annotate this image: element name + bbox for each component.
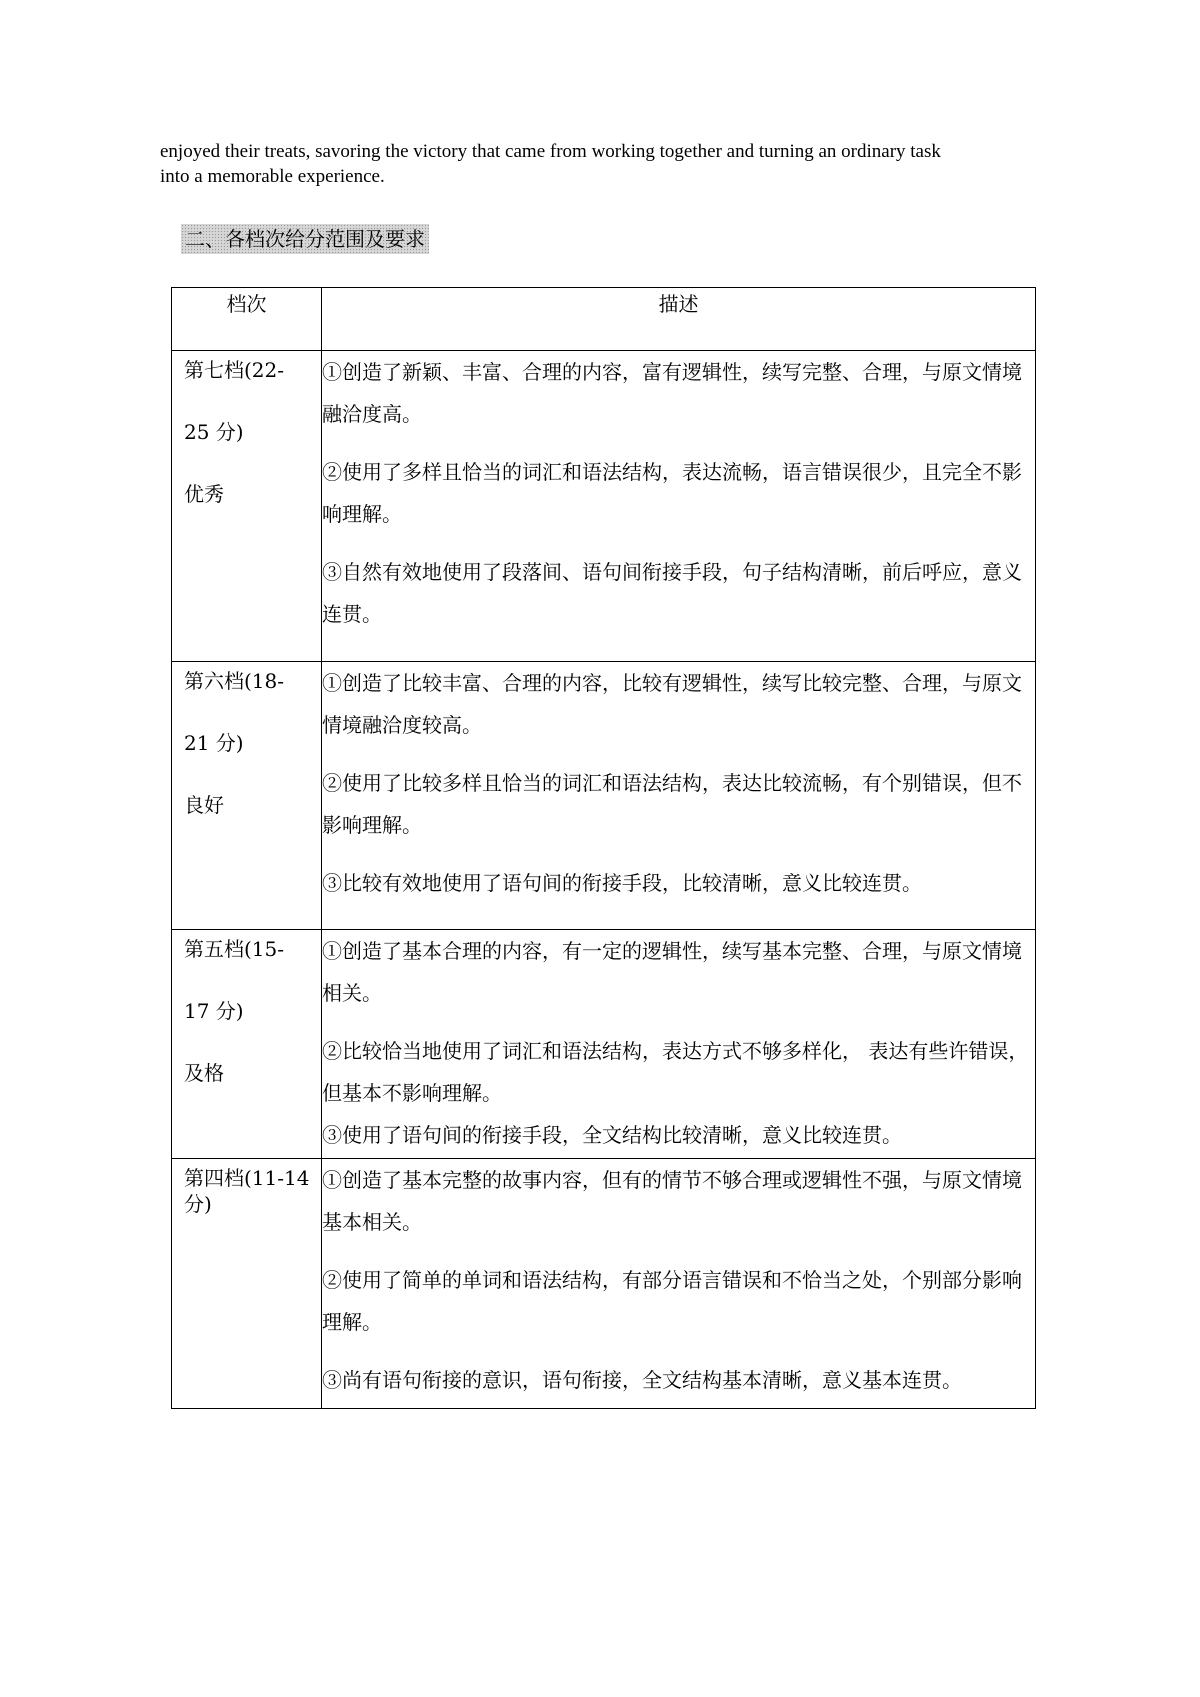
criterion: ①创造了新颖、丰富、合理的内容，富有逻辑性，续写完整、合理，与原文情境融洽度高。 bbox=[322, 360, 1022, 426]
level-grade: 良好 bbox=[184, 793, 224, 817]
description-cell bbox=[322, 930, 1036, 1159]
level-score: 分) bbox=[184, 1192, 212, 1216]
criterion: ②使用了比较多样且恰当的词汇和语法结构，表达比较流畅，有个别错误，但不影响理解。 bbox=[322, 771, 1022, 837]
section-heading: 二、各档次给分范围及要求 bbox=[181, 224, 429, 254]
table-row bbox=[172, 930, 1036, 1159]
criterion: ②使用了多样且恰当的词汇和语法结构，表达流畅，语言错误很少，且完全不影响理解。 bbox=[322, 460, 1022, 526]
table-row bbox=[172, 351, 1036, 662]
description-cell bbox=[322, 662, 1036, 930]
description-cell bbox=[322, 351, 1036, 662]
level-label: 第五档(15- bbox=[184, 937, 285, 961]
description-cell bbox=[322, 1159, 1036, 1409]
level-cell bbox=[172, 351, 322, 662]
criterion: ①创造了基本完整的故事内容，但有的情节不够合理或逻辑性不强，与原文情境基本相关。 bbox=[322, 1168, 1022, 1234]
level-cell bbox=[172, 662, 322, 930]
criterion: ③使用了语句间的衔接手段，全文结构比较清晰，意义比较连贯。 bbox=[322, 1123, 902, 1147]
level-cell bbox=[172, 1159, 322, 1409]
intro-line: enjoyed their treats, savoring the victory that came from working together and turning an ordinary task bbox=[160, 141, 941, 162]
level-score: 21 分) bbox=[184, 731, 244, 755]
level-grade: 优秀 bbox=[184, 482, 224, 506]
level-label: 第六档(18- bbox=[184, 669, 285, 693]
criterion: ①创造了基本合理的内容，有一定的逻辑性，续写基本完整、合理，与原文情境相关。 bbox=[322, 939, 1022, 1005]
criterion: ①创造了比较丰富、合理的内容，比较有逻辑性，续写比较完整、合理，与原文情境融洽度较高。 bbox=[322, 671, 1022, 737]
table-row bbox=[172, 662, 1036, 930]
level-cell bbox=[172, 930, 322, 1159]
header-level: 档次 bbox=[172, 288, 322, 351]
criterion: ②比较恰当地使用了词汇和语法结构，表达方式不够多样化， 表达有些许错误，但基本不影响理解。 bbox=[322, 1039, 1029, 1105]
criterion: ②使用了简单的单词和语法结构，有部分语言错误和不恰当之处，个别部分影响理解。 bbox=[322, 1268, 1022, 1334]
level-score: 17 分) bbox=[184, 999, 244, 1023]
intro-line: into a memorable experience. bbox=[160, 166, 385, 187]
criterion: ③尚有语句衔接的意识，语句衔接，全文结构基本清晰，意义基本连贯。 bbox=[322, 1368, 962, 1392]
table-row bbox=[172, 1159, 1036, 1409]
level-score: 25 分) bbox=[184, 420, 244, 444]
header-description: 描述 bbox=[322, 288, 1036, 351]
criterion: ③比较有效地使用了语句间的衔接手段，比较清晰，意义比较连贯。 bbox=[322, 871, 922, 895]
intro-paragraph bbox=[160, 139, 1060, 189]
level-label: 第七档(22- bbox=[184, 358, 285, 382]
criterion: ③自然有效地使用了段落间、语句间衔接手段，句子结构清晰，前后呼应，意义连贯。 bbox=[322, 560, 1022, 626]
level-grade: 及格 bbox=[184, 1061, 224, 1085]
scoring-rubric-table bbox=[171, 287, 1036, 1409]
level-label: 第四档(11-14 bbox=[184, 1166, 310, 1190]
